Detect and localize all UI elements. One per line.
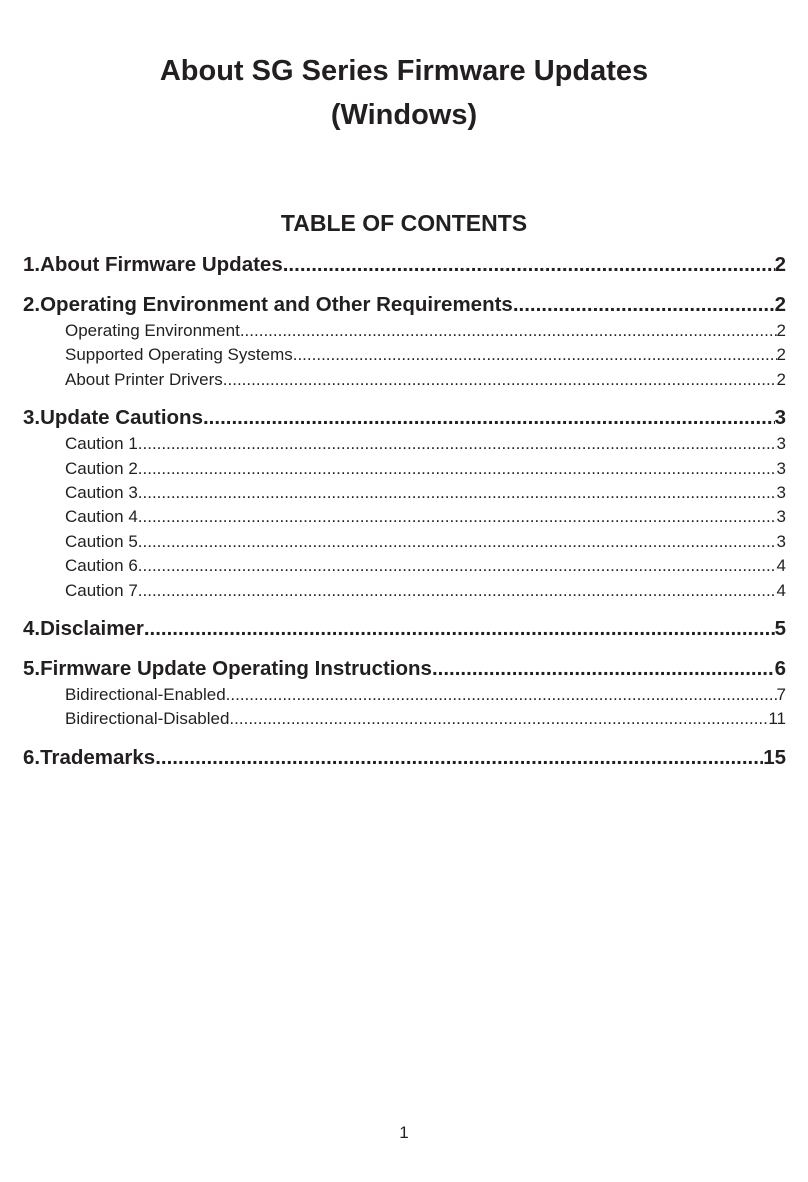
toc-subentry-page: 7 [776, 685, 786, 705]
toc-subentry-title: Supported Operating Systems [65, 345, 293, 365]
toc-subentry-title: Caution 6. [65, 556, 143, 576]
dot-leader [203, 403, 775, 432]
dot-leader [513, 290, 775, 319]
toc-section-5 [23, 654, 786, 732]
toc-entry-firmware-update-instructions[interactable] [23, 654, 786, 683]
toc-entry-title: Disclaimer [40, 617, 144, 641]
toc-subentry-title: Caution 4. [65, 507, 143, 527]
toc-entry-number: 5. [23, 657, 41, 681]
dot-leader [293, 343, 777, 367]
toc-subentry-title: Bidirectional-Enabled [65, 685, 226, 705]
dot-leader [143, 432, 777, 456]
dot-leader [432, 654, 775, 683]
toc-subentry-title: Operating Environment [65, 321, 240, 340]
dot-leader [240, 319, 777, 343]
dot-leader [143, 457, 777, 481]
toc-entry-number: 4. [23, 617, 41, 641]
toc-subentry-about-printer-drivers[interactable] [23, 368, 786, 392]
toc-section-4 [23, 614, 786, 643]
dot-leader [143, 505, 777, 529]
toc-entry-page: 3 [774, 406, 786, 430]
toc-subentry-bidirectional-disabled[interactable] [23, 707, 786, 731]
toc-entry-page: 2 [774, 253, 786, 276]
toc-entry-page: 6 [774, 657, 786, 681]
toc-subentry-caution-2[interactable] [23, 457, 786, 481]
page-number: 1 [399, 1123, 409, 1142]
toc-entry-operating-environment-requirements[interactable] [23, 290, 786, 319]
toc-heading: TABLE OF CONTENTS [280, 210, 528, 236]
toc-entry-page: 15 [763, 745, 786, 769]
toc-subentry-supported-operating-systems[interactable] [23, 343, 786, 367]
toc-subentry-caution-3[interactable] [23, 481, 786, 505]
toc-entry-page: 2 [774, 293, 786, 316]
dot-leader [283, 250, 775, 279]
toc-subentry-title: Caution 7. [65, 580, 143, 600]
toc-subentry-page: 3 [776, 458, 786, 478]
toc-section-2 [23, 290, 786, 392]
toc-subentry-page: 2 [776, 369, 786, 389]
toc-subentry-page: 3 [776, 507, 786, 527]
document-title-line-2: (Windows) [330, 99, 478, 131]
toc-subentry-caution-5[interactable] [23, 530, 786, 554]
toc-entry-disclaimer[interactable] [23, 614, 786, 643]
dot-leader [229, 707, 768, 731]
toc-subentry-page: 3 [776, 483, 786, 503]
toc-subentry-bidirectional-enabled[interactable] [23, 683, 786, 707]
toc-entry-title: Operating Environment and Other Requirements [40, 293, 513, 316]
toc-subentry-page: 3 [776, 434, 786, 454]
toc-section-6 [23, 743, 786, 772]
toc-subentry-title: Caution 5. [65, 531, 143, 551]
toc-subentry-caution-4[interactable] [23, 505, 786, 529]
toc-subentry-page: 2 [776, 345, 786, 365]
toc-subentry-page: 11 [768, 709, 786, 729]
dot-leader [143, 481, 777, 505]
toc-subentry-title: About Printer Drivers [65, 369, 223, 389]
toc-subentry-page: 2 [776, 321, 786, 340]
table-of-contents [23, 250, 786, 783]
toc-entry-number: 1. [23, 253, 41, 276]
toc-subentry-page: 4 [776, 580, 786, 600]
toc-entry-title: Firmware Update Operating Instructions [40, 657, 432, 681]
dot-leader [143, 530, 777, 554]
dot-leader [223, 368, 777, 392]
toc-subentry-title: Caution 1. [65, 434, 143, 454]
dot-leader [143, 554, 777, 578]
toc-subentry-operating-environment[interactable] [23, 319, 786, 343]
toc-entry-title: Trademarks [40, 745, 156, 769]
dot-leader [144, 614, 775, 643]
toc-entry-page: 5 [774, 617, 786, 641]
dot-leader [155, 743, 763, 772]
toc-subentry-title: Caution 2. [65, 458, 143, 478]
toc-entry-title: Update Cautions [40, 406, 203, 430]
toc-entry-number: 3. [23, 406, 41, 430]
toc-entry-title: About Firmware Updates [40, 253, 283, 276]
dot-leader [143, 579, 777, 603]
toc-subentry-caution-7[interactable] [23, 579, 786, 603]
toc-entry-trademarks[interactable] [23, 743, 786, 772]
toc-entry-about-firmware-updates[interactable] [23, 250, 786, 279]
toc-subentry-caution-1[interactable] [23, 432, 786, 456]
toc-subentry-page: 4 [776, 556, 786, 576]
toc-section-3 [23, 403, 786, 603]
toc-entry-number: 2. [23, 293, 41, 316]
toc-subentry-page: 3 [776, 531, 786, 551]
toc-subentry-title: Caution 3. [65, 483, 143, 503]
dot-leader [226, 683, 777, 707]
toc-subentry-caution-6[interactable] [23, 554, 786, 578]
toc-entry-update-cautions[interactable] [23, 403, 786, 432]
toc-subentry-title: Bidirectional-Disabled [65, 709, 230, 729]
toc-section-1 [23, 250, 786, 279]
document-title-line-1: About SG Series Firmware Updates [159, 55, 649, 87]
toc-entry-number: 6. [23, 745, 41, 769]
